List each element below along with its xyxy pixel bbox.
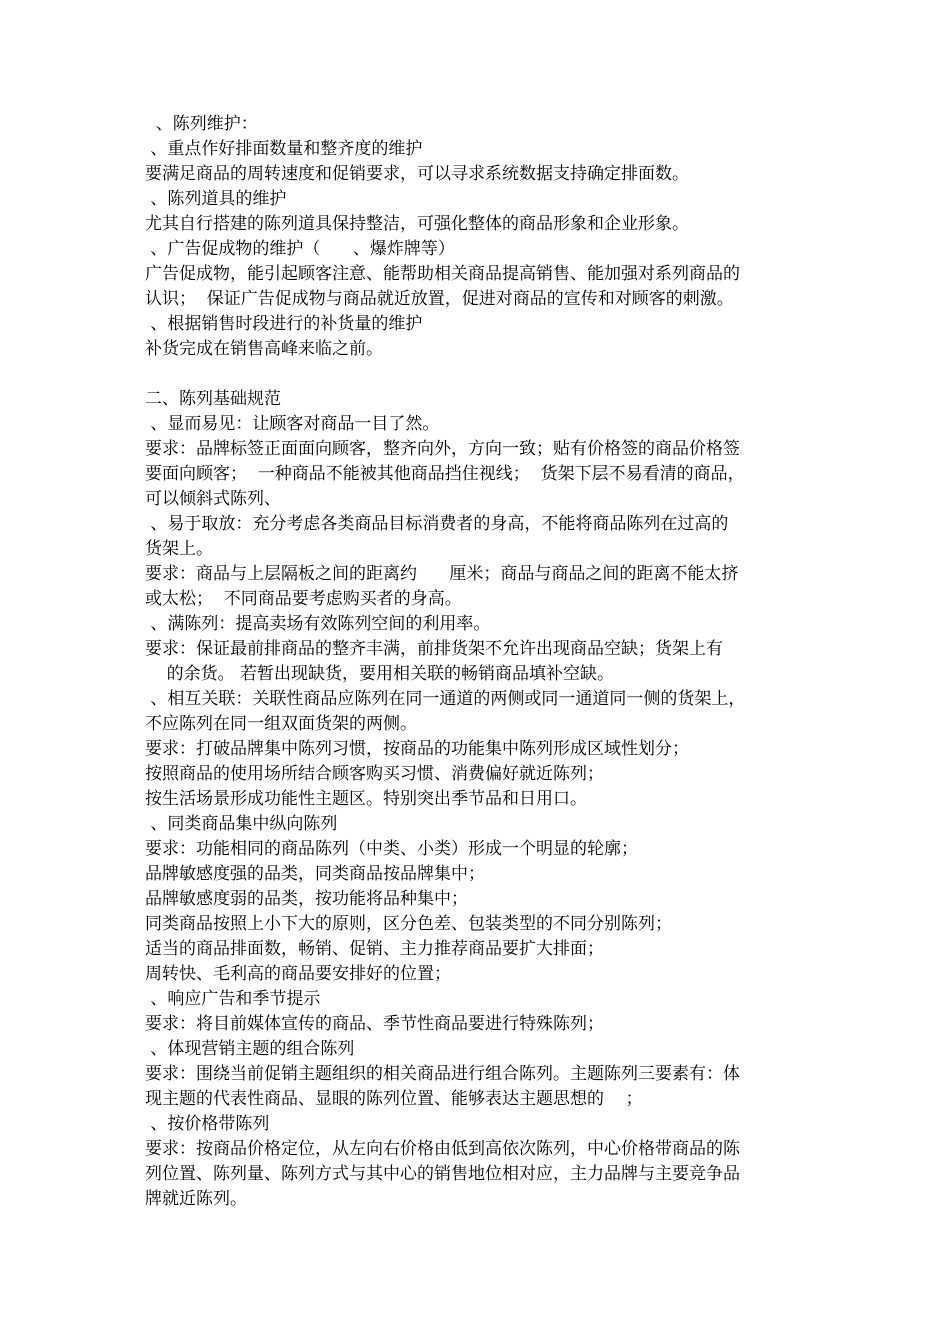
text-line: 要求：功能相同的商品陈列（中类、小类）形成一个明显的轮廓；	[145, 839, 638, 859]
text-line: 要求：商品与上层隔板之间的距离约 厘米；商品与商品之间的距离不能太挤	[145, 564, 739, 584]
text-line: 品牌敏感度强的品类，同类商品按品牌集中；	[145, 864, 485, 884]
text-line: 要求：品牌标签正面面向顾客，整齐向外，方向一致；贴有价格签的商品价格签	[145, 439, 740, 459]
text-line: 的余货。 若暂出现缺货，要用相关联的畅销商品填补空缺。	[145, 664, 615, 684]
text-line: 品牌敏感度弱的品类，按功能将品种集中；	[145, 889, 468, 909]
text-line: 、响应广告和季节提示	[145, 989, 321, 1009]
text-line: 、陈列道具的维护	[145, 189, 287, 209]
text-line: 、广告促成物的维护（ 、爆炸牌等）	[145, 239, 455, 259]
text-line: 要满足商品的周转速度和促销要求，可以寻求系统数据支持确定排面数。	[145, 164, 689, 184]
text-line: 货架上。	[145, 539, 213, 559]
text-line: 尤其自行搭建的陈列道具保持整洁，可强化整体的商品形象和企业形象。	[145, 214, 689, 234]
text-line: 按生活场景形成功能性主题区。特别突出季节品和日用口。	[145, 789, 587, 809]
text-line: 、陈列维护：	[145, 114, 258, 134]
text-line: 二、陈列基础规范	[145, 389, 281, 409]
text-line: 或太松； 不同商品要考虑购买者的身高。	[145, 589, 462, 609]
text-line: 、根据销售时段进行的补货量的维护	[145, 314, 423, 334]
text-line: 要求：将目前媒体宣传的商品、季节性商品要进行特殊陈列；	[145, 1014, 604, 1034]
document-body	[145, 112, 825, 1212]
blank-line	[145, 362, 825, 387]
text-line: 适当的商品排面数，畅销、促销、主力推荐商品要扩大排面；	[145, 939, 604, 959]
text-line: 、显而易见：让顾客对商品一目了然。	[145, 414, 440, 434]
text-line: 不应陈列在同一组双面货架的两侧。	[145, 714, 417, 734]
text-line: 、同类商品集中纵向陈列	[145, 814, 338, 834]
text-line: 要面向顾客； 一种商品不能被其他商品挡住视线； 货架下层不易看清的商品，	[145, 464, 745, 484]
text-line: 广告促成物，能引起顾客注意、能帮助相关商品提高销售、能加强对系列商品的	[145, 264, 740, 284]
text-line: 周转快、毛利高的商品要安排好的位置；	[145, 964, 451, 984]
text-line: 、重点作好排面数量和整齐度的维护	[145, 139, 423, 159]
text-line: 列位置、陈列量、陈列方式与其中心的销售地位相对应，主力品牌与主要竞争品	[145, 1164, 740, 1184]
text-line: 、体现营销主题的组合陈列	[145, 1039, 355, 1059]
text-line: 认识； 保证广告促成物与商品就近放置，促进对商品的宣传和对顾客的刺激。	[145, 289, 734, 309]
text-line: 要求：保证最前排商品的整齐丰满，前排货架不允许出现商品空缺；货架上有	[145, 639, 723, 659]
text-line: 、满陈列：提高卖场有效陈列空间的利用率。	[145, 614, 491, 634]
text-line: 按照商品的使用场所结合顾客购买习惯、消费偏好就近陈列；	[145, 764, 604, 784]
text-line: 牌就近陈列。	[145, 1189, 247, 1209]
text-line: 要求：打破品牌集中陈列习惯，按商品的功能集中陈列形成区域性划分；	[145, 739, 689, 759]
text-line: 、按价格带陈列	[145, 1114, 270, 1134]
text-line: 同类商品按照上小下大的原则，区分色差、包装类型的不同分别陈列；	[145, 914, 672, 934]
text-line: 要求：围绕当前促销主题组织的相关商品进行组合陈列。主题陈列三要素有：体	[145, 1064, 740, 1084]
text-line: 、相互关联：关联性商品应陈列在同一通道的两侧或同一通道同一侧的货架上，	[145, 689, 746, 709]
text-line: 可以倾斜式陈列、	[145, 489, 281, 509]
text-line: 现主题的代表性商品、显眼的陈列位置、能够表达主题思想的 ；	[145, 1089, 643, 1109]
text-line: 、易于取放：充分考虑各类商品目标消费者的身高，不能将商品陈列在过高的	[145, 514, 729, 534]
text-line: 要求：按商品价格定位，从左向右价格由低到高依次陈列，中心价格带商品的陈	[145, 1139, 740, 1159]
text-line: 补货完成在销售高峰来临之前。	[145, 339, 383, 359]
